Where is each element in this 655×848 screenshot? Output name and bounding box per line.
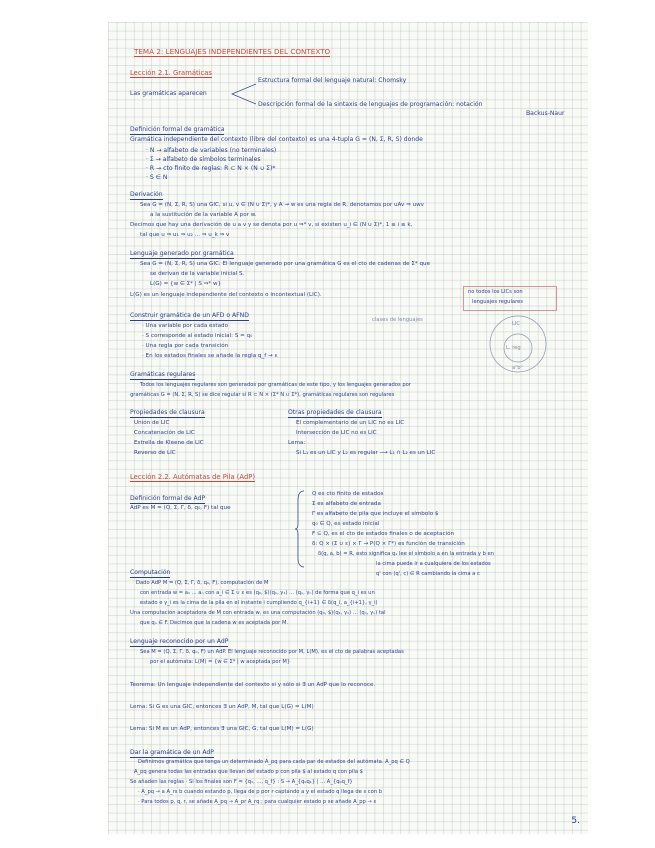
adp-brace — [294, 490, 306, 568]
adp-item-delta-3: q' con (q', c) ∈ R cambiando la cima a c — [376, 571, 480, 577]
otras-item-interseccion: Intersección de LIC no es LIC — [296, 430, 377, 436]
adp-item-q0: q₀ ∈ Q, es estado inicial — [312, 521, 380, 527]
comp-line-3: estado e γ_i es la cima de la pila en el instante i cumpliendo q_{i+1} ∈ δ(q_i, a_{i+1}, γ_i) — [140, 600, 378, 606]
otras-prop-title: Otras propiedades de clausura — [288, 409, 382, 416]
def-item-r: · R → cto finito de reglas: R ⊂ N × (N ∪ Σ)* — [146, 165, 276, 172]
teorema: Teorema: Un lenguaje independiente del contexto si y sólo si ∃ un AdP que lo reconoce. — [130, 682, 376, 688]
leng-reconocido-line-2: por el autómata: L(M) = {w ∈ Σ* | w aceptada por M} — [150, 659, 291, 665]
leng-reconocido-title: Lenguaje reconocido por un AdP — [130, 638, 229, 645]
afd-item-4: · En los estados finales se añade la regla q_f → ε — [142, 353, 278, 359]
adp-item-q: Q es cto finito de estados — [312, 491, 384, 497]
dar-gramatica-line-4: · A_pq → a A_rs b cuando estando p, llega de p por r captando a y el estado q llega de s con b — [138, 789, 383, 795]
afd-item-2: · S corresponde al estado inicial: S = q₀ — [142, 333, 253, 339]
note-line-2: lenguajes regulares — [472, 299, 523, 305]
otras-item-complementario: El complementario de un LIC no es LIC — [296, 420, 405, 426]
prop-clausura-title: Propiedades de clausura — [130, 409, 205, 416]
derivacion-line-4: tal que u ⇒ u₁ ⇒ u₂ ... ⇒ u_k ⇒ v — [140, 232, 230, 238]
dar-gramatica-line-1: Definimos gramática que tenga un determinado A_pq para cada par de estados del autómata. A_pq ∈ Q — [138, 759, 410, 765]
def-adp-line: AdP es M = (Q, Σ, Γ, δ, q₀, F) tal que — [130, 505, 231, 511]
prop-item-reverso: Reverso de LIC — [134, 450, 176, 456]
comp-line-1: Dado AdP M = (Q, Σ, Γ, δ, q₀, F), computación de M — [136, 580, 269, 586]
adp-item-delta-2: la cima puede ir a cualquiera de los estados — [376, 561, 491, 567]
afd-item-3: · Una regla por cada transición — [142, 343, 229, 349]
gramaticas-aparecen: Las gramáticas aparecen — [130, 90, 207, 97]
adp-item-delta-1: δ(q, a, b) = R, esto significa q₁ lee el símbolo a en la entrada y b en — [318, 551, 495, 557]
lesson-2-1-heading: Lección 2.1. Gramáticas — [130, 69, 212, 77]
lenguaje-generado-title: Lenguaje generado por gramática — [130, 250, 234, 257]
dar-gramatica-line-5: · Para todos p, q, r, se añade A_pq → A_pr A_rq ; para cualquier estado p se añade A_pp → ε — [138, 799, 377, 805]
comp-line-5: que qₙ ∈ F. Decimos que la cadena w es aceptada por M. — [140, 620, 289, 626]
leng-reconocido-line-1: Sea M = (Q, Σ, Γ, δ, q₀, F) un AdP. El lenguaje reconocido por M, L(M), es el cto de palabras aceptadas — [140, 649, 404, 655]
lema-gic-adp: Lema: Si G es una GIC, entonces ∃ un AdP, M, tal que L(G) = L(M) — [130, 704, 314, 710]
gram-regulares-title: Gramáticas regulares — [130, 371, 196, 378]
venn-caption: clases de lenguajes — [372, 317, 423, 323]
lenguaje-line-2: se derivan de la variable inicial S. — [150, 271, 245, 277]
lenguaje-line-3: L(G) = {w ∈ Σ* | S ⇒* w} — [150, 281, 222, 287]
adp-item-delta: δ: Q × (Σ ∪ ε) × Γ → P(Q × Γ*) es función de transición — [312, 541, 465, 547]
lenguaje-line-1: Sea G = (N, Σ, R, S) una GIC. El lenguaje generado por una gramática G es el cto de cadenas de Σ* que — [140, 261, 431, 267]
def-item-sigma: · Σ → alfabeto de símbolos terminales — [146, 156, 261, 163]
prop-item-concat: Concatenación de LIC — [134, 430, 195, 436]
lenguaje-line-4: L(G) es un lenguaje independiente del contexto o incontextual (LIC). — [130, 292, 322, 298]
brace-arrows — [228, 80, 258, 110]
computacion-title: Computación — [130, 569, 171, 576]
afd-title: Construir gramática de un AFD o AFND — [130, 312, 249, 319]
comp-line-4: Una computación aceptadora de M con entrada w, es una computación (q₀, $)(q₁, γ₁) ... (qₙ, γₙ) tal — [130, 610, 386, 616]
gram-regulares-line-2: gramáticas G = (N, Σ, R, S) se dice regular si R ⊂ N × (Σ* N ∪ Σ*), gramáticas regulares son regulares — [130, 392, 395, 398]
venn-outer-label: LIC — [512, 321, 521, 327]
prop-item-union: Unión de LIC — [134, 420, 170, 426]
dar-gramatica-line-3: Se añaden las reglas · Si los finales son F = {q₁, ..., q_f} : S → A_{q₀q₁} | ... A_{q₀q_f} — [130, 779, 353, 785]
def-gramatica-title: Definición formal de gramática — [130, 126, 225, 133]
venn-anbn-label: aⁿbⁿ — [512, 365, 523, 371]
branch-chomsky: Estructura formal del lenguaje natural: Chomsky — [258, 77, 407, 84]
notebook-page — [108, 22, 588, 834]
def-item-s: · S ∈ N — [146, 174, 168, 181]
venn-inner-label: L. reg — [506, 345, 521, 351]
prop-item-kleene: Estrella de Kleene de LIC — [134, 440, 204, 446]
lema-adp-gic: Lema: Si M es un AdP, entonces ∃ una GIC, G, tal que L(M) = L(G) — [130, 726, 314, 732]
afd-item-1: · Una variable por cada estado — [142, 323, 229, 329]
dar-gramatica-title: Dar la gramática de un AdP — [130, 749, 214, 756]
dar-gramatica-line-2: A_pq genera todas las entradas que llevan del estado p con pila $ al estado q con pila $ — [134, 769, 363, 775]
branch-backus-naur: Backus-Naur — [526, 110, 565, 117]
comp-line-2: con entrada w = a₁ ... aₙ con a_i ∈ Σ ∪ ε es (q₀, $)(q₁, γ₁) ... (qₙ, γₙ) de forma que q_i es un — [140, 590, 375, 596]
branch-backus: Descripción formal de la sintaxis de lenguajes de programación: notación — [258, 101, 483, 108]
adp-item-f: F ⊆ Q, es el cto de estados finales o de aceptación — [312, 531, 455, 537]
page-number: 5. — [571, 816, 580, 826]
def-gramatica-line: Gramática independiente del contexto (libre del contexto) es una 4-tupla G = (N, Σ, R, S) donde — [130, 136, 423, 143]
lema-text: Si L₁ es un LIC y L₂ es regular ⟶ L₁ ∩ L₂ es un LIC — [296, 450, 436, 456]
derivacion-title: Derivación — [130, 191, 163, 198]
lema-title: Lema: — [288, 440, 306, 446]
def-adp-title: Definición formal de AdP — [130, 495, 206, 502]
adp-item-sigma: Σ es alfabeto de entrada — [312, 501, 381, 507]
tema-title: TEMA 2: LENGUAJES INDEPENDIENTES DEL CONTEXTO — [134, 47, 331, 56]
note-line-1: no todos los LICs son — [468, 289, 523, 295]
lesson-2-2-heading: Lección 2.2. Autómatas de Pila (AdP) — [130, 473, 256, 481]
gram-regulares-line-1: Todos los lenguajes regulares son generados por gramáticas de este tipo, y los lenguajes generados por — [140, 382, 411, 388]
def-item-n: · N → alfabeto de variables (no terminales) — [146, 147, 277, 154]
derivacion-line-2: a la sustitución de la variable A por w. — [150, 212, 257, 218]
adp-item-gamma: Γ es alfabeto de pila que incluye el símbolo $ — [312, 511, 439, 517]
derivacion-line-3: Decimos que hay una derivación de u a v y se denota por u ⇒* v, si existen u_i ∈ (N ∪ Σ)*, 1 ≤ i ≤ k, — [130, 222, 413, 228]
derivacion-line-1: Sea G = (N, Σ, R, S) una GIC, si u, v ∈ (N ∪ Σ)*, y A → w es una regla de R, denotamos por uAv ⇒ uwv — [140, 202, 424, 208]
